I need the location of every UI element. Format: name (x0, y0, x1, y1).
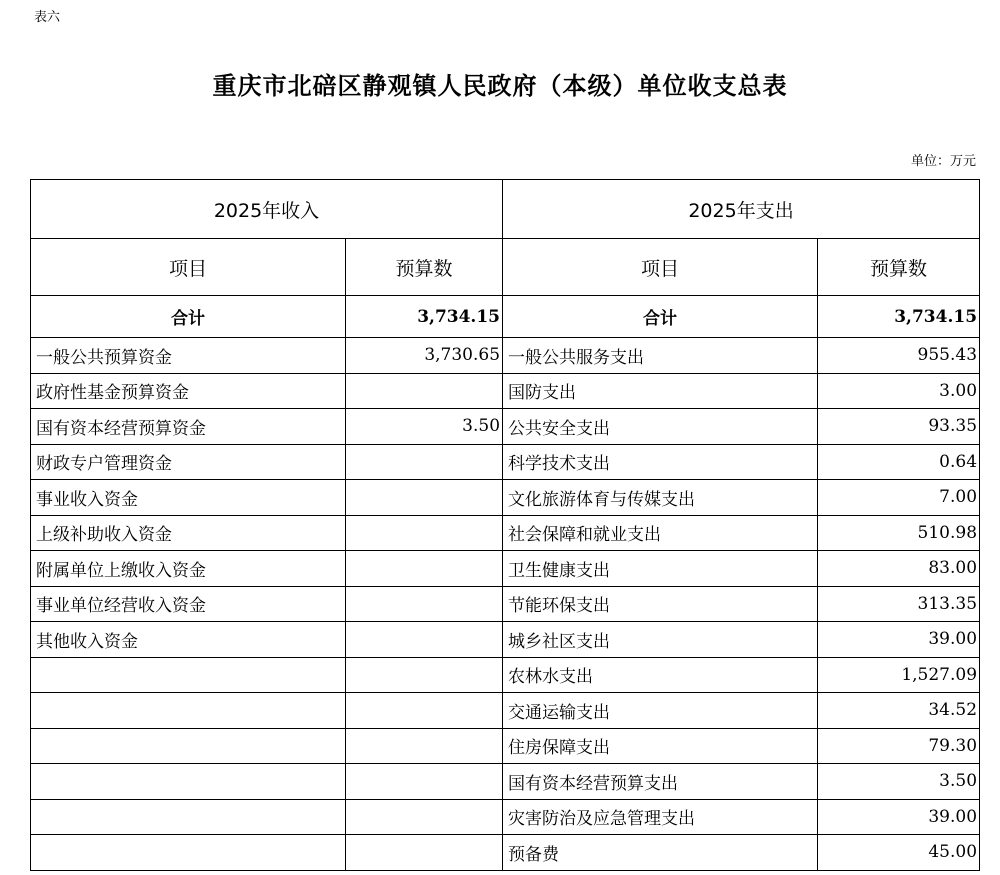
table-row (31, 515, 980, 551)
table-row (31, 693, 980, 729)
income-item-cell: 其他收入资金 (31, 622, 346, 658)
income-amount-cell: 3,730.65 (346, 338, 503, 374)
expense-amount-cell: 3.00 (818, 373, 980, 409)
income-amount-cell (346, 657, 503, 693)
expense-amount-cell: 313.35 (818, 586, 980, 622)
table-row (31, 657, 980, 693)
expense-item-cell: 公共安全支出 (503, 409, 818, 445)
income-amount-cell (346, 693, 503, 729)
income-amount-cell (346, 586, 503, 622)
income-item-cell (31, 835, 346, 871)
income-amount-cell (346, 480, 503, 516)
expense-amount-cell: 3.50 (818, 764, 980, 800)
income-item-cell: 财政专户管理资金 (31, 444, 346, 480)
total-row (31, 296, 980, 338)
expense-amount-cell: 7.00 (818, 480, 980, 516)
income-item-cell (31, 693, 346, 729)
income-item-cell: 一般公共预算资金 (31, 338, 346, 374)
expense-item-cell: 国防支出 (503, 373, 818, 409)
expense-amount-cell: 79.30 (818, 728, 980, 764)
income-amount-cell (346, 728, 503, 764)
column-header-row (31, 239, 980, 296)
table-row (31, 586, 980, 622)
section-header-row (31, 180, 980, 239)
income-item-cell (31, 799, 346, 835)
income-item-cell: 事业收入资金 (31, 480, 346, 516)
unit-label: 单位：万元 (910, 154, 976, 169)
income-amount-cell (346, 764, 503, 800)
table-row (31, 409, 980, 445)
table-row (31, 444, 980, 480)
table-row (31, 835, 980, 871)
income-item-cell (31, 728, 346, 764)
table-row (31, 622, 980, 658)
expense-amount-cell: 955.43 (818, 338, 980, 374)
income-section-header: 2025年收入 (31, 180, 503, 239)
income-item-cell: 国有资本经营预算资金 (31, 409, 346, 445)
table-row (31, 728, 980, 764)
income-item-cell (31, 657, 346, 693)
income-amount-cell (346, 799, 503, 835)
table-row (31, 799, 980, 835)
income-amount-cell: 3.50 (346, 409, 503, 445)
table-row (31, 373, 980, 409)
expense-amount-cell: 93.35 (818, 409, 980, 445)
expense-item-cell: 预备费 (503, 835, 818, 871)
income-amount-cell (346, 551, 503, 587)
expense-amount-column-header: 预算数 (818, 239, 980, 296)
expense-amount-cell: 83.00 (818, 551, 980, 587)
expense-item-cell: 住房保障支出 (503, 728, 818, 764)
income-item-cell: 上级补助收入资金 (31, 515, 346, 551)
income-item-cell (31, 764, 346, 800)
income-amount-column-header: 预算数 (346, 239, 503, 296)
income-amount-cell (346, 835, 503, 871)
income-item-cell: 附属单位上缴收入资金 (31, 551, 346, 587)
income-item-cell: 事业单位经营收入资金 (31, 586, 346, 622)
income-amount-cell (346, 444, 503, 480)
expense-amount-cell: 34.52 (818, 693, 980, 729)
budget-summary-table (30, 179, 980, 871)
table-number: 表六 (34, 10, 61, 25)
expense-item-cell: 交通运输支出 (503, 693, 818, 729)
expense-item-cell: 节能环保支出 (503, 586, 818, 622)
expense-total-value: 3,734.15 (818, 296, 980, 338)
table-row (31, 338, 980, 374)
table-row (31, 480, 980, 516)
table-row (31, 551, 980, 587)
expense-amount-cell: 39.00 (818, 799, 980, 835)
expense-item-cell: 文化旅游体育与传媒支出 (503, 480, 818, 516)
income-total-value: 3,734.15 (346, 296, 503, 338)
expense-total-label: 合计 (503, 296, 818, 338)
page-title: 重庆市北碚区静观镇人民政府（本级）单位收支总表 (212, 71, 788, 100)
expense-item-cell: 城乡社区支出 (503, 622, 818, 658)
income-amount-cell (346, 622, 503, 658)
income-total-label: 合计 (31, 296, 346, 338)
expense-item-cell: 社会保障和就业支出 (503, 515, 818, 551)
expense-item-cell: 一般公共服务支出 (503, 338, 818, 374)
expense-item-cell: 卫生健康支出 (503, 551, 818, 587)
expense-amount-cell: 45.00 (818, 835, 980, 871)
expense-amount-cell: 0.64 (818, 444, 980, 480)
expense-item-cell: 灾害防治及应急管理支出 (503, 799, 818, 835)
expense-item-cell: 科学技术支出 (503, 444, 818, 480)
income-amount-cell (346, 373, 503, 409)
expense-amount-cell: 1,527.09 (818, 657, 980, 693)
expense-item-cell: 国有资本经营预算支出 (503, 764, 818, 800)
income-item-cell: 政府性基金预算资金 (31, 373, 346, 409)
expense-amount-cell: 39.00 (818, 622, 980, 658)
table-row (31, 764, 980, 800)
expense-item-column-header: 项目 (503, 239, 818, 296)
expense-section-header: 2025年支出 (503, 180, 980, 239)
income-item-column-header: 项目 (31, 239, 346, 296)
income-amount-cell (346, 515, 503, 551)
expense-amount-cell: 510.98 (818, 515, 980, 551)
expense-item-cell: 农林水支出 (503, 657, 818, 693)
